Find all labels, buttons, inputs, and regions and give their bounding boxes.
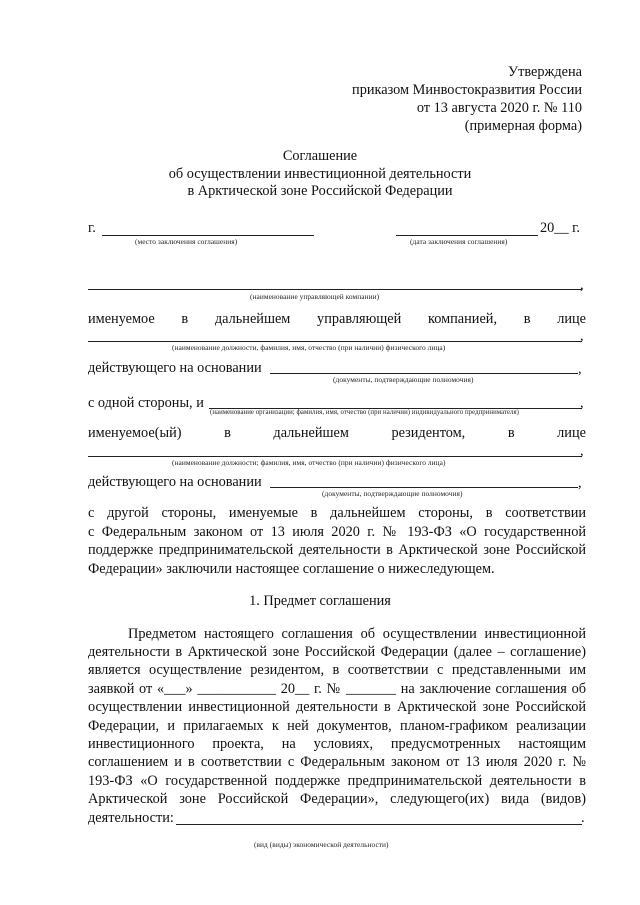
one-side-text: с одной стороны, и	[88, 395, 204, 411]
section-line: деятельности в Арктической зоне Российской Федерации (далее – соглашение)	[88, 644, 586, 660]
documents-field-line-1	[270, 373, 578, 374]
preamble-line: с другой стороны, именуемые в дальнейшем стороны, в соответствии	[88, 505, 586, 521]
company-field-line	[88, 289, 582, 290]
position-field-line-1	[88, 341, 582, 342]
city-prefix: г.	[88, 220, 96, 236]
section-line: является осуществление резидентом, в соответствии с представленными им	[88, 662, 586, 678]
documents-caption-2: (документы, подтверждающие полномочия)	[322, 489, 463, 498]
section-1-title: 1. Предмет соглашения	[249, 593, 391, 609]
preamble-line: поддержке предпринимательской деятельности в Арктической зоне Российской	[88, 542, 586, 558]
documents-comma-2: ,	[578, 475, 582, 491]
resident-word: лице	[557, 425, 586, 441]
named-managing-company-row	[88, 311, 586, 328]
documents-comma-1: ,	[578, 361, 582, 377]
documents-caption-1: (документы, подтверждающие полномочия)	[333, 375, 474, 384]
position-caption-2: (наименование должности; фамилия, имя, отчество (при наличии) физического лица)	[172, 458, 446, 467]
company-comma: ,	[580, 277, 584, 293]
named-word: именуемое	[88, 311, 155, 327]
section-line: осуществлении инвестиционной деятельности в Арктической зоне Российской	[88, 699, 586, 715]
named-resident-row	[88, 425, 586, 442]
position-field-line-2	[88, 456, 582, 457]
company-caption: (наименование управляющей компании)	[250, 292, 380, 301]
place-caption: (место заключения соглашения)	[135, 237, 238, 246]
preamble-line: с Федеральным законом от 13 июля 2020 г. № 193-ФЗ «О государственной	[88, 524, 586, 540]
approval-line-2: приказом Минвостокразвития России	[352, 82, 582, 98]
named-word: управляющей	[317, 311, 402, 327]
approval-line-4: (примерная форма)	[464, 118, 582, 134]
activity-caption: (вид (виды) экономической деятельности)	[254, 840, 389, 849]
org-comma: ,	[580, 395, 584, 411]
activity-period: .	[581, 810, 585, 826]
year-text: 20__ г.	[540, 220, 580, 236]
section-line: Арктической зоне Российской Федерации», следующего(их) вида (видов)	[88, 791, 586, 807]
heading-line-2: об осуществлении инвестиционной деятельности	[168, 166, 472, 182]
resident-word: в	[507, 425, 515, 441]
section-line: Предметом настоящего соглашения об осуществлении инвестиционной	[128, 626, 586, 642]
date-caption: (дата заключения соглашения)	[410, 237, 508, 246]
named-word: в	[523, 311, 531, 327]
position-comma-2: ,	[580, 443, 584, 459]
resident-word: в	[224, 425, 231, 441]
activity-prefix: деятельности:	[88, 810, 174, 826]
approval-line-1: Утверждена	[507, 64, 582, 80]
date-field-line	[396, 235, 538, 236]
section-line: инвестиционного проекта, на условиях, предусмотренных настоящим	[88, 736, 586, 752]
place-field-line	[102, 235, 314, 236]
named-word: в	[181, 311, 189, 327]
named-word: дальнейшем	[214, 311, 291, 327]
documents-field-line-2	[270, 487, 578, 488]
resident-word: дальнейшем	[273, 425, 349, 441]
preamble-line: Федерации» заключили настоящее соглашение о нижеследующем.	[88, 561, 495, 577]
section-line: Федерации, и прилагаемых к ней документов, планом-графиком реализации	[88, 718, 586, 734]
named-word: компанией,	[428, 311, 498, 327]
acting-basis-1: действующего на основании	[88, 360, 262, 376]
heading-line-3: в Арктической зоне Российской Федерации	[187, 183, 453, 199]
resident-word: именуемое(ый)	[88, 425, 182, 441]
section-line: 193-ФЗ «О государственной поддержке предпринимательской деятельности в	[88, 773, 586, 789]
acting-basis-2: действующего на основании	[88, 474, 262, 490]
approval-line-3: от 13 августа 2020 г. № 110	[416, 100, 582, 116]
section-line: соглашением и в соответствии с Федеральным законом от 13 июля 2020 г. №	[88, 754, 586, 770]
heading-line-1: Соглашение	[282, 148, 358, 164]
position-comma-1: ,	[580, 328, 584, 344]
activity-field-line	[176, 824, 582, 825]
org-caption: (наименование организации; фамилия, имя, отчество (при наличии) индивидуального предпринимателя)	[210, 409, 519, 416]
position-caption-1: (наименование должности, фамилия, имя, отчество (при наличии) физического лица)	[172, 343, 446, 352]
resident-word: резидентом,	[391, 425, 466, 441]
named-word: лице	[557, 311, 586, 327]
section-line: заявкой от «___» ___________ 20__ г. № _______ на заключение соглашения об	[88, 681, 586, 697]
